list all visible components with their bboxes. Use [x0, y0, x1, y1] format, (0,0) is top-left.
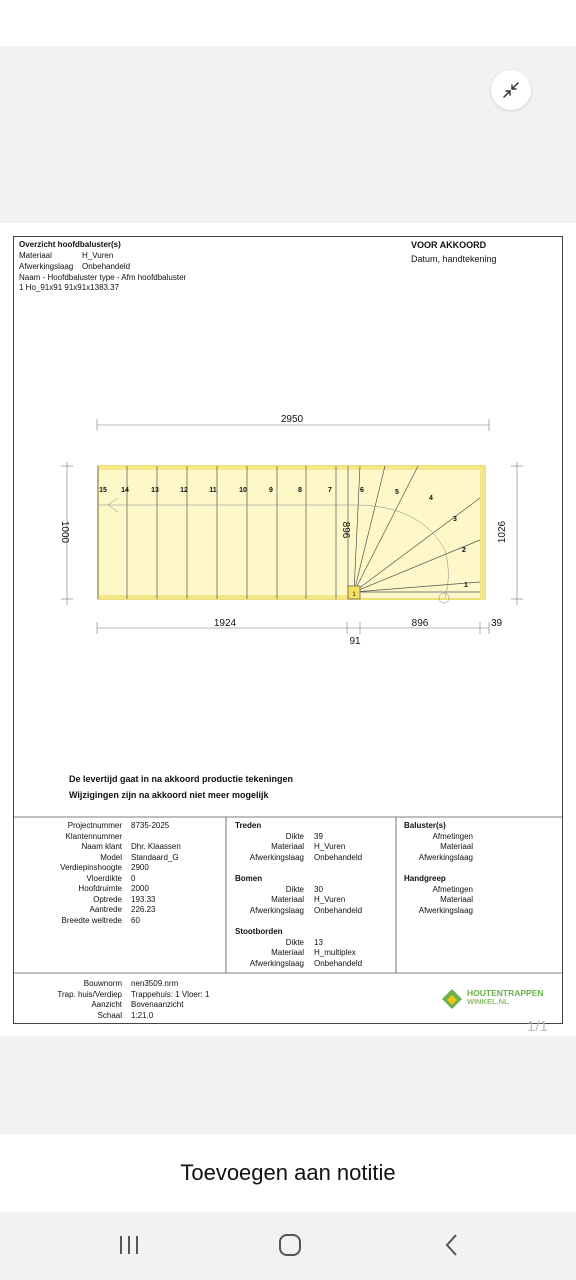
materiaal-label: Materiaal [19, 251, 52, 260]
section-label: Afwerkingslaag [418, 905, 473, 915]
notice-line-2: Wijzigingen zijn na akkoord niet meer mogelijk [69, 790, 269, 800]
section-label: Afwerkingslaag [249, 905, 304, 915]
home-button[interactable] [270, 1230, 310, 1260]
section-title: Treden [235, 821, 262, 830]
materiaal-value: H_Vuren [82, 251, 114, 260]
afwerkingslaag-label: Afwerkingslaag [19, 262, 74, 271]
step-number: 12 [180, 487, 188, 494]
naam-line: Naam - Hoofdbaluster type - Afm hoofdbaluster [19, 273, 187, 282]
section-value: 30 [314, 884, 323, 894]
collapse-arrows-icon [502, 81, 520, 99]
section-label: Afmetingen [432, 831, 473, 841]
back-button[interactable] [432, 1230, 472, 1260]
approval-subtitle: Datum, handtekening [411, 254, 497, 264]
section-value: 39 [314, 831, 323, 841]
section-label: Afwerkingslaag [418, 852, 473, 862]
section-label: Materiaal [271, 895, 304, 904]
section-label: Materiaal [271, 948, 304, 957]
footer-value: 1:21.0 [131, 1010, 154, 1020]
step-number: 6 [360, 487, 364, 494]
header-title: Overzicht hoofdbaluster(s) [19, 240, 121, 249]
section-value: 13 [314, 937, 323, 947]
dim-right: 1026 [497, 520, 508, 544]
step-number: 15 [99, 487, 107, 494]
dim-left: 1000 [59, 520, 70, 544]
project-label: Projectnummer [67, 821, 122, 830]
step-number: 4 [429, 495, 433, 502]
dim-bottom-mid: 91 [349, 636, 361, 647]
add-to-note-button[interactable] [0, 1134, 576, 1212]
section-label: Materiaal [440, 895, 473, 904]
footer-value: nen3509.nrm [131, 979, 179, 988]
home-icon [278, 1233, 302, 1257]
section-label: Dikte [285, 831, 304, 841]
section-title: Stootborden [235, 927, 283, 936]
notice-line-1: De levertijd gaat in na akkoord productie tekeningen [69, 774, 294, 784]
project-value: 2900 [131, 863, 149, 872]
footer-label: Schaal [97, 1010, 122, 1020]
section-value: H_Vuren [314, 895, 346, 904]
step-number: 14 [121, 487, 129, 494]
footer-label: Aanzicht [91, 1000, 122, 1009]
project-value: 193.33 [131, 894, 156, 904]
section-value: H_Vuren [314, 842, 346, 851]
add-to-note-label: Toevoegen aan notitie [180, 1160, 396, 1185]
dim-bottom-left: 1924 [213, 618, 237, 629]
step-number: 1 [464, 582, 468, 589]
section-label: Afwerkingslaag [249, 852, 304, 862]
footer-value: Bovenaanzicht [131, 1000, 184, 1009]
section-title: Handgreep [404, 874, 446, 883]
project-label: Naam klant [81, 842, 122, 851]
project-value: Dhr. Klaassen [131, 842, 181, 851]
step-number: 13 [151, 487, 159, 494]
back-arrow-icon [443, 1233, 461, 1257]
section-value: Onbehandeld [314, 958, 363, 968]
project-label: Model [100, 852, 122, 862]
post-label: 1 [352, 592, 356, 598]
section-label: Materiaal [440, 842, 473, 851]
project-value: 0 [131, 873, 136, 883]
dim-bottom-end: 39 [491, 618, 503, 629]
step-number: 2 [462, 547, 466, 554]
footer-label: Trap. huis/Verdiep [57, 989, 122, 999]
section-value: Onbehandeld [314, 905, 363, 915]
section-title: Baluster(s) [404, 821, 446, 830]
stairs-logo-icon [440, 987, 464, 1009]
exit-fullscreen-button[interactable] [491, 70, 531, 110]
afwerkingslaag-value: Onbehandeld [82, 262, 131, 271]
approval-title: VOOR AKKOORD [411, 240, 487, 250]
section-label: Afwerkingslaag [249, 958, 304, 968]
project-label: Vloerdikte [86, 873, 122, 883]
project-label: Klantennummer [65, 831, 122, 841]
company-logo [440, 987, 552, 1009]
footer-value: Trappehuis: 1 Vloer: 1 [131, 989, 210, 999]
step-number: 5 [395, 489, 399, 496]
project-value: Standaard_G [131, 852, 179, 862]
section-title: Bomen [235, 874, 263, 883]
viewer-top-area [0, 46, 576, 223]
staircase-drawing [0, 400, 576, 660]
recent-apps-button[interactable] [109, 1230, 149, 1260]
baluster-line: 1 Ho_91x91 91x91x1383.37 [19, 283, 120, 292]
project-label: Breedte weltrede [61, 915, 122, 925]
step-number: 7 [328, 487, 332, 494]
project-label: Verdiepinshoogte [60, 863, 122, 872]
project-value: 60 [131, 915, 140, 925]
dim-inner: 896 [340, 521, 351, 539]
section-label: Dikte [285, 884, 304, 894]
project-value: 2000 [131, 884, 149, 893]
footer-label: Bouwnorm [83, 979, 122, 988]
viewer-bottom-area [0, 1036, 576, 1134]
project-label: Hoofdruimte [78, 884, 122, 893]
status-bar [0, 0, 576, 46]
step-number: 10 [239, 487, 247, 494]
logo-text-line-1: HOUTENTRAPPEN [467, 988, 544, 998]
step-number: 8 [298, 487, 302, 494]
page-indicator: 1/1 [527, 1018, 548, 1035]
section-label: Dikte [285, 937, 304, 947]
recent-apps-icon [117, 1234, 141, 1256]
project-label: Optrede [93, 894, 122, 904]
section-value: Onbehandeld [314, 852, 363, 862]
section-label: Afmetingen [432, 884, 473, 894]
dim-bottom-right: 896 [411, 618, 429, 629]
project-label: Aantrede [89, 905, 122, 914]
step-number: 9 [269, 487, 273, 494]
step-number: 3 [453, 516, 457, 523]
dim-top: 2950 [280, 414, 304, 425]
project-value: 226.23 [131, 905, 156, 914]
project-value: 8735-2025 [131, 821, 170, 830]
step-number: 11 [209, 487, 217, 494]
section-label: Materiaal [271, 842, 304, 851]
section-value: H_multiplex [314, 948, 356, 957]
logo-text-line-2: WINKEL.NL [467, 997, 509, 1006]
